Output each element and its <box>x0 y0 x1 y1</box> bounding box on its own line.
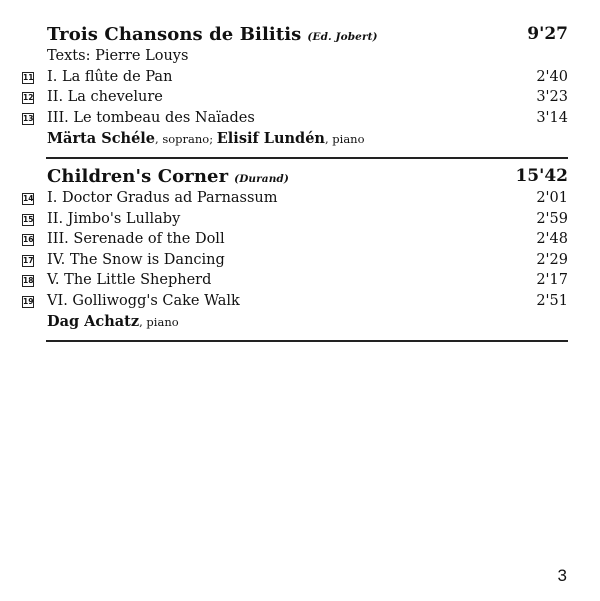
track-row <box>22 110 568 131</box>
performer-role: , piano <box>139 315 179 329</box>
track-number-box: 19 <box>23 296 34 306</box>
publisher: (Durand) <box>234 173 289 185</box>
track-title: I. Doctor Gradus ad Parnassum <box>47 190 278 206</box>
work-header <box>22 166 568 190</box>
track-row <box>22 231 568 252</box>
track-title: III. Le tombeau des Naïades <box>47 109 255 126</box>
work-title: Children's Corner (Durand) <box>47 166 289 187</box>
track-title: I. La flûte de Pan <box>47 68 173 85</box>
work-total-duration: 15'42 <box>515 166 568 186</box>
track-row <box>22 272 568 293</box>
track-duration: 3'14 <box>536 109 568 126</box>
track-number-box: 15 <box>23 214 34 224</box>
track-duration: 2'59 <box>536 210 568 227</box>
track-number-box: 11 <box>23 72 34 82</box>
work-trois-chansons <box>22 24 568 150</box>
track-title: II. La chevelure <box>47 89 163 105</box>
work-header <box>22 24 568 48</box>
track-row <box>22 190 568 211</box>
work-title: Trois Chansons de Bilitis (Ed. Jobert) <box>47 24 378 45</box>
track-duration: 2'29 <box>536 251 568 268</box>
performer-role: , soprano; <box>155 132 217 146</box>
texts-credit-line <box>22 48 568 69</box>
section-divider <box>46 157 568 159</box>
track-number-box: 17 <box>23 255 34 265</box>
track-number-box: 13 <box>23 113 34 123</box>
track-row <box>22 252 568 273</box>
track-row <box>22 89 568 110</box>
track-title: III. Serenade of the Doll <box>47 231 225 247</box>
track-number-box: 18 <box>23 276 34 285</box>
track-title: IV. The Snow is Dancing <box>47 251 225 268</box>
performer-name: Märta Schéle <box>47 130 156 147</box>
texts-credit: Texts: Pierre Louys <box>47 48 189 64</box>
publisher: (Ed. Jobert) <box>307 31 378 43</box>
work-childrens-corner <box>22 166 568 333</box>
track-row <box>22 211 568 232</box>
track-title: VI. Golliwogg's Cake Walk <box>47 292 240 309</box>
track-number-box: 16 <box>23 235 34 244</box>
track-row <box>22 69 568 90</box>
track-duration: 2'48 <box>536 231 568 247</box>
track-duration: 2'51 <box>536 292 568 309</box>
track-number-box: 12 <box>23 93 34 102</box>
track-title: II. Jimbo's Lullaby <box>47 210 181 227</box>
performers-line <box>22 130 568 150</box>
track-duration: 2'17 <box>536 272 568 288</box>
track-duration: 3'23 <box>536 89 568 105</box>
track-title: V. The Little Shepherd <box>47 272 212 288</box>
track-row <box>22 293 568 314</box>
performer-name: Elisif Lundén <box>216 130 325 147</box>
track-number-box: 14 <box>23 194 34 203</box>
section-divider <box>46 340 568 342</box>
performer-name: Dag Achatz <box>47 313 140 330</box>
work-total-duration: 9'27 <box>527 24 568 44</box>
performer-role: , piano <box>324 132 365 146</box>
page-number: 3 <box>557 566 567 585</box>
track-duration: 2'40 <box>536 68 568 85</box>
performers-line <box>22 313 568 333</box>
track-duration: 2'01 <box>536 190 568 206</box>
